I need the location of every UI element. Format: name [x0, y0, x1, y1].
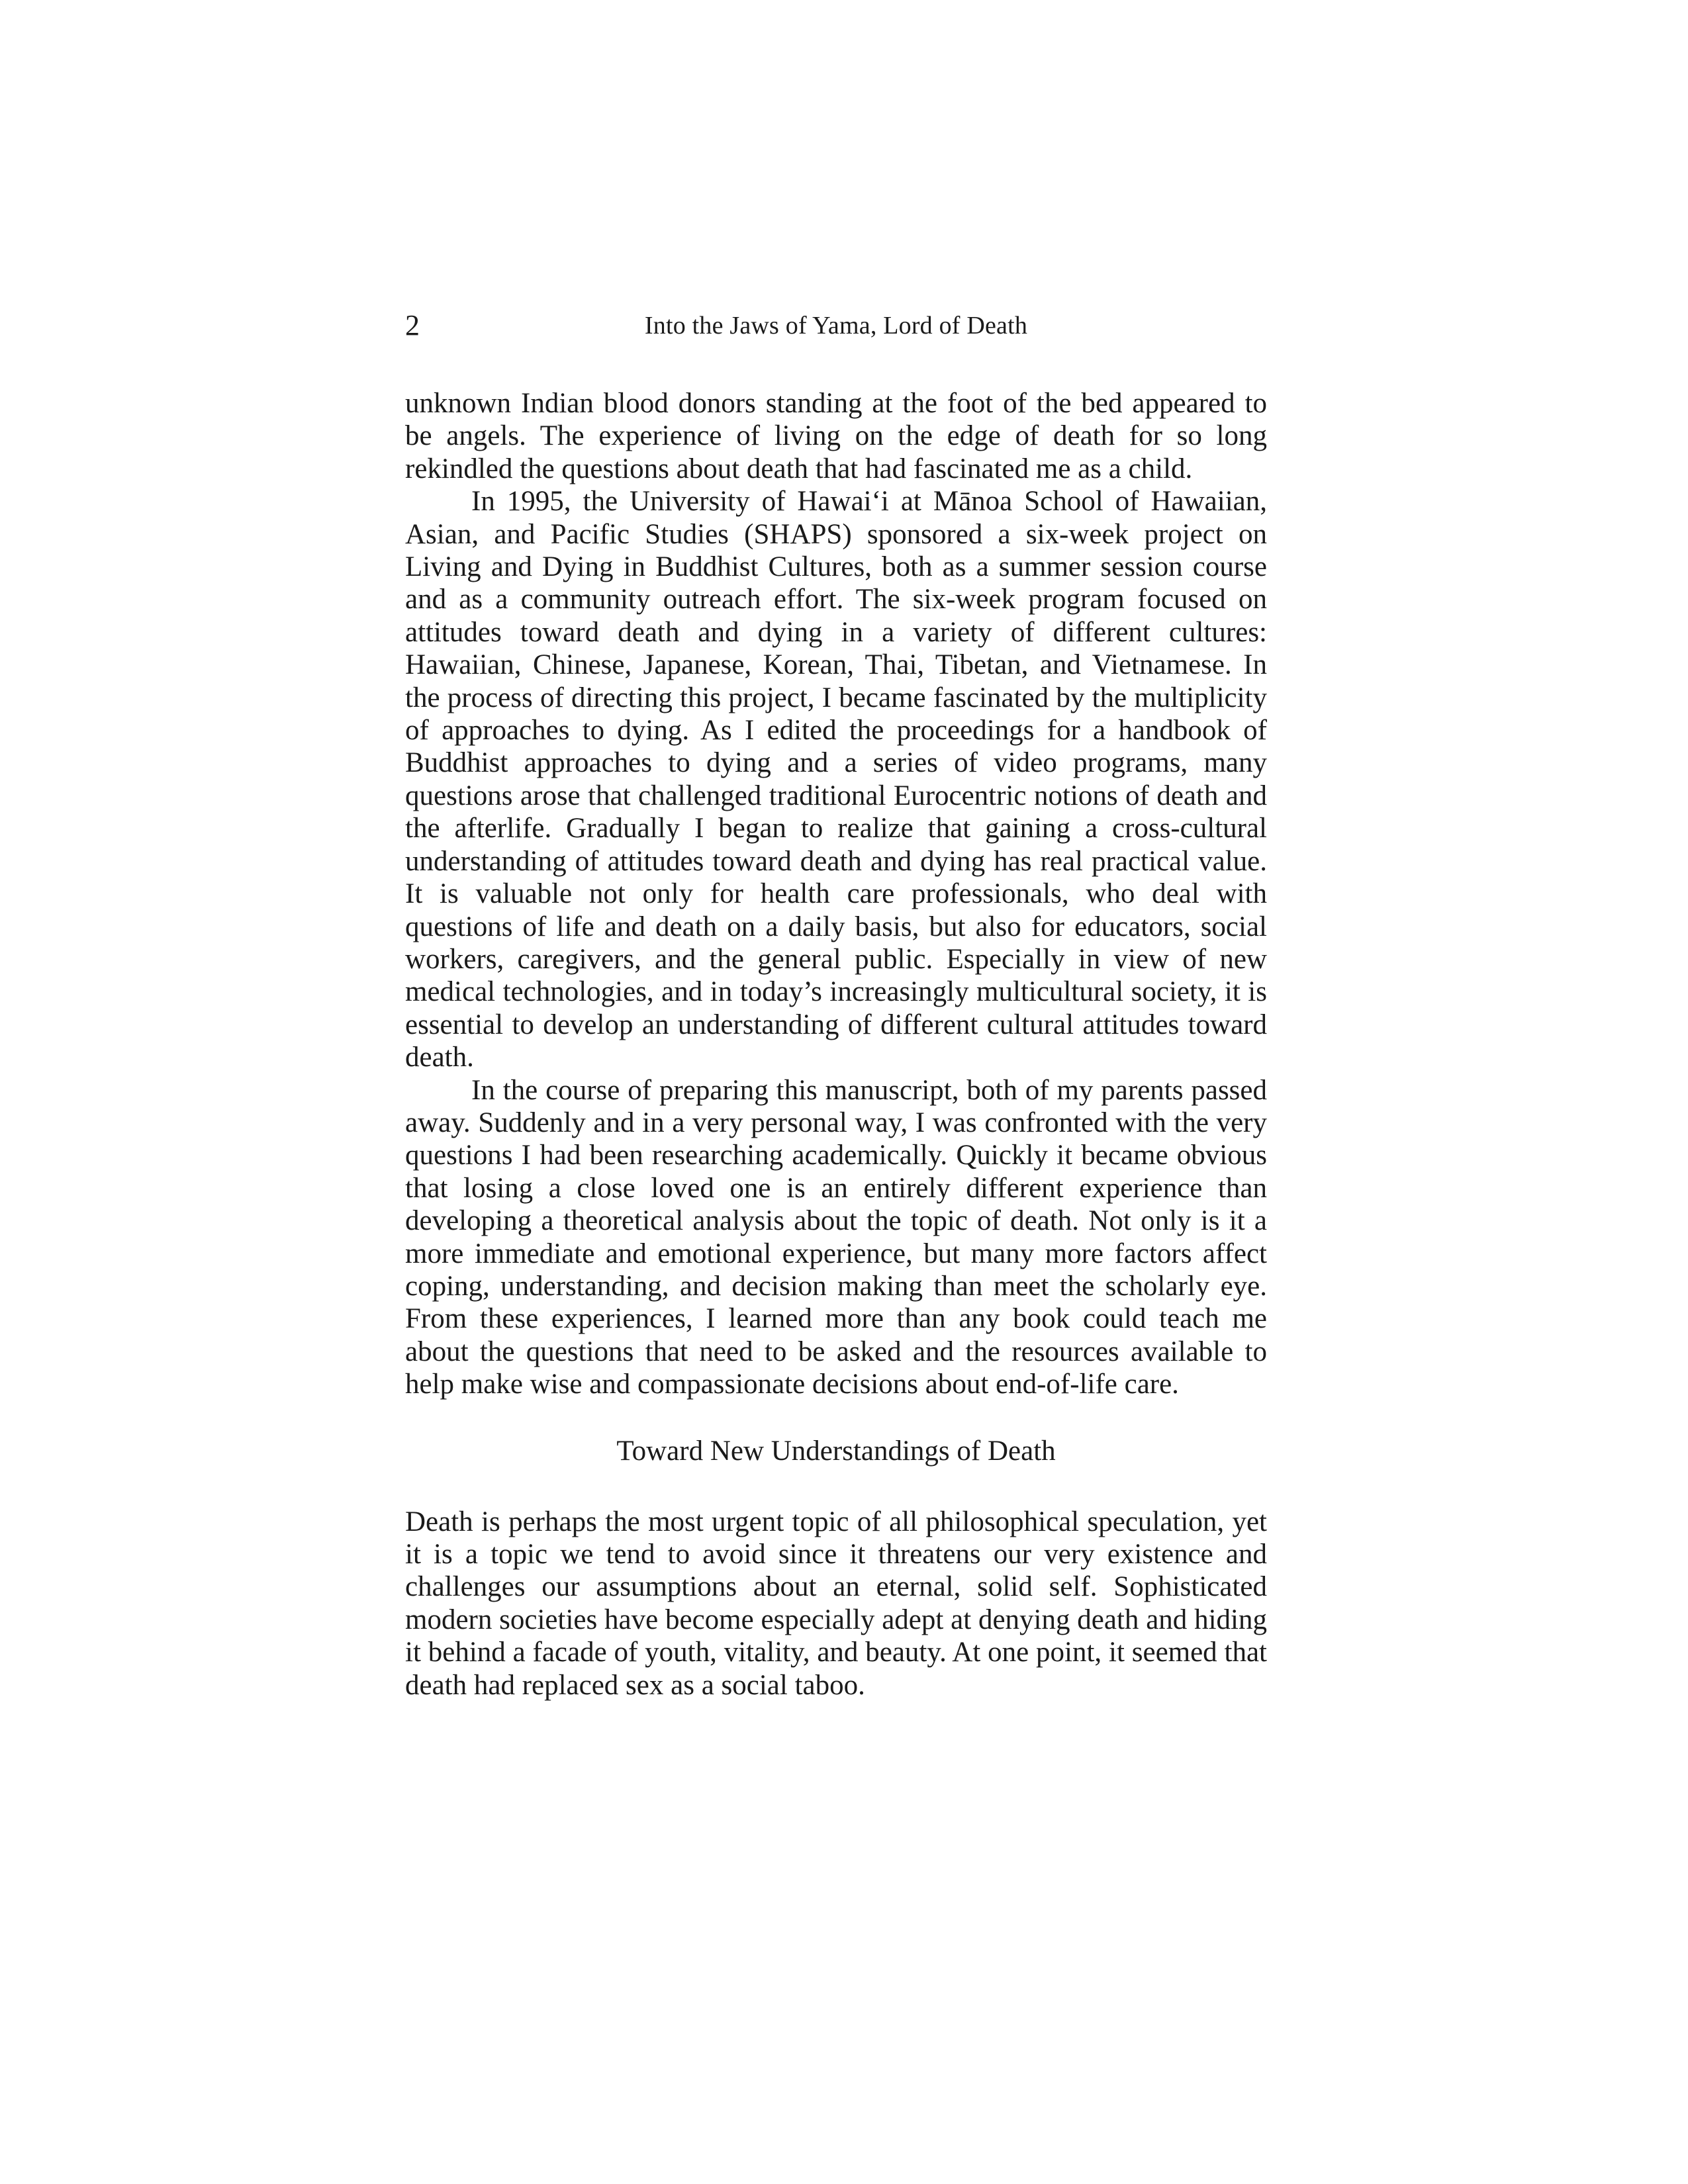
paragraph-continued: unknown Indian blood donors standing at the foot of the bed appeared to be angels. The experience of living on the edge of death for so long rekindled the questions about death that had fascinated me as a child. [405, 388, 1267, 484]
page-number: 2 [405, 309, 420, 341]
paragraph-parents: In the course of preparing this manuscript, both of my parents passed away. Suddenly and in a very personal way, I was confronted with the very questions I had been researching academically. Quickly it became obvious that losing a close loved one is an entirely different experience than developing a theoretical analysis about the topic of death. Not only is it a more immediate and emotional experience, but many more factors affect coping, understanding, and decision making than meet the scholarly eye. From these experiences, I learned more than any book could teach me about the questions that need to be asked and the resources available to help make wise and compassionate decisions about end-of-life care. [405, 1074, 1267, 1400]
body-text [405, 387, 1267, 1702]
paragraph-death-speculation: Death is perhaps the most urgent topic of all philosophical speculation, yet it is a topic we tend to avoid since it threatens our very existence and challenges our assumptions about an eternal, solid self. Sophisticated modern societies have become especially adept at denying death and hiding it behind a facade of youth, vitality, and beauty. At one point, it seemed that death had replaced sex as a social taboo. [405, 1506, 1267, 1701]
paragraph-shaps-project: In 1995, the University of Hawai‘i at Mānoa School of Hawaiian, Asian, and Pacific Studies (SHAPS) sponsored a six-week project on Living and Dying in Buddhist Cultures, both as a summer session course and as a community outreach effort. The six-week program focused on attitudes toward death and dying in a variety of different cultures: Hawaiian, Chinese, Japanese, Korean, Thai, Tibetan, and Vietnamese. In the process of directing this project, I became fascinated by the multiplicity of approaches to dying. As I edited the proceedings for a handbook of Buddhist approaches to dying and a series of video programs, many questions arose that challenged traditional Eurocentric notions of death and the afterlife. Gradually I began to realize that gaining a cross-cultural understanding of attitudes toward death and dying has real practical value. It is valuable not only for health care professionals, who deal with questions of life and death on a daily basis, but also for educators, social workers, caregivers, and the general public. Especially in view of new medical technologies, and in today’s increasingly multicultural society, it is essential to develop an understanding of different cultural attitudes toward death. [405, 486, 1267, 1073]
running-head [405, 306, 1267, 345]
section-heading: Toward New Understandings of Death [616, 1435, 1056, 1467]
running-title: Into the Jaws of Yama, Lord of Death [644, 312, 1028, 340]
